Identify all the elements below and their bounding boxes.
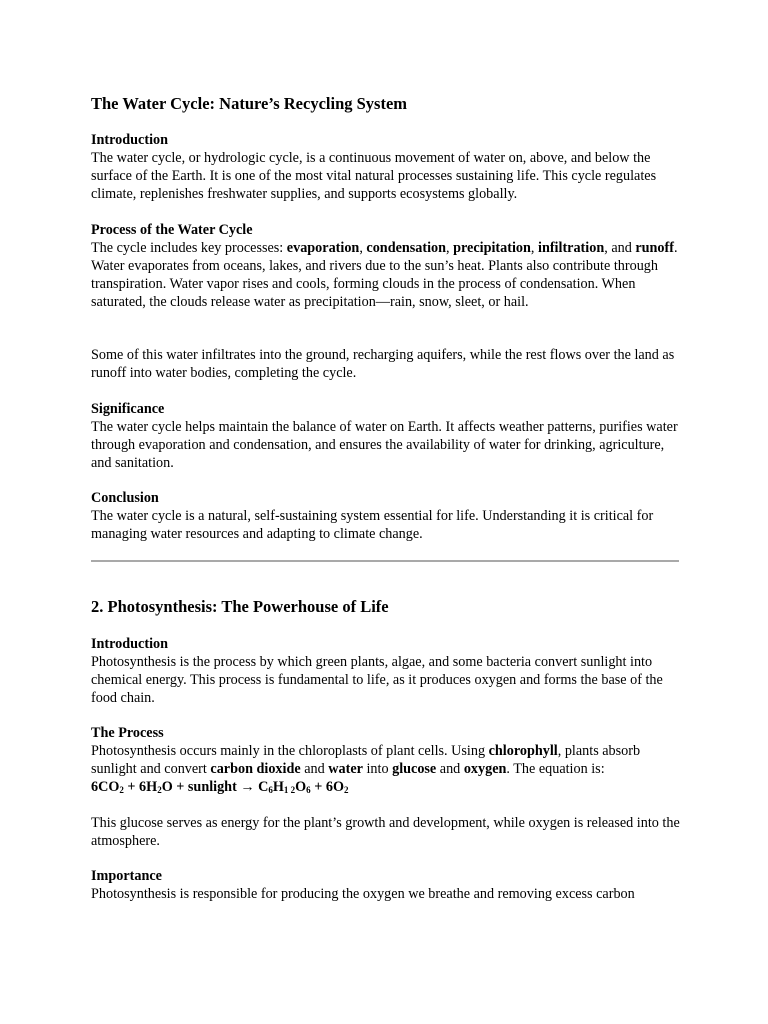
section-heading: The Process — [91, 725, 164, 741]
paragraph: Photosynthesis occurs mainly in the chloroplasts of plant cells. Using chlorophyll, plants absorb sunlight and convert carbon dioxide and water into glucose and oxygen. The equation is: — [91, 743, 641, 777]
section-the-process — [91, 724, 681, 796]
section-introduction — [91, 131, 681, 203]
section-heading: Importance — [91, 868, 162, 884]
horizontal-divider — [91, 560, 679, 562]
section-introduction-2 — [91, 635, 681, 707]
section-heading: Significance — [91, 401, 165, 417]
section-heading: Introduction — [91, 636, 168, 652]
section-heading: Process of the Water Cycle — [91, 222, 253, 238]
section-significance — [91, 400, 681, 472]
paragraph: The water cycle, or hydrologic cycle, is a continuous movement of water on, above, and below the surface of the Earth. It is one of the most vital natural processes sustaining life. This cycle regulates climate, replenishes freshwater supplies, and supports ecosystems globally. — [91, 150, 657, 202]
section-heading: Conclusion — [91, 490, 159, 506]
paragraph: The cycle includes key processes: evaporation, condensation, precipitation, infiltration, and runoff. Water evaporates from oceans, lakes, and rivers due to the sun’s heat. Plants also contribute through transpiration. Water vapor rises and cools, forming clouds in the process of condensation. When saturated, the clouds release water as precipitation—rain, snow, sleet, or hail. — [91, 240, 678, 310]
section-conclusion — [91, 489, 681, 543]
paragraph-aquifers — [91, 346, 681, 382]
paragraph: The water cycle helps maintain the balance of water on Earth. It affects weather patterns, purifies water through evaporation and condensation, and ensures the availability of water for drinking, agriculture, and sanitation. — [91, 419, 678, 471]
document-title: The Water Cycle: Nature’s Recycling System — [91, 94, 408, 113]
photosynthesis-equation: $6CO_2 + 6H_2O$ + sunlight → $C_6H_{1 2}O_6 + 6O_2$ — [91, 779, 349, 795]
paragraph: Photosynthesis is the process by which green plants, algae, and some bacteria convert sunlight into chemical energy. This process is fundamental to life, as it produces oxygen and forms the base of the food chain. — [91, 654, 663, 706]
section-heading: Introduction — [91, 132, 168, 148]
section-title: 2. Photosynthesis: The Powerhouse of Life — [91, 597, 389, 616]
paragraph: Some of this water infiltrates into the ground, recharging aquifers, while the rest flows over the land as runoff into water bodies, completing the cycle. — [91, 347, 675, 381]
paragraph-glucose — [91, 814, 681, 850]
section-importance — [91, 867, 681, 903]
paragraph: This glucose serves as energy for the plant’s growth and development, while oxygen is released into the atmosphere. — [91, 815, 680, 849]
paragraph: The water cycle is a natural, self-sustaining system essential for life. Understanding it is critical for managing water resources and adapting to climate change. — [91, 508, 654, 542]
section-process — [91, 221, 681, 311]
paragraph: Photosynthesis is responsible for producing the oxygen we breathe and removing excess carbon — [91, 886, 635, 902]
